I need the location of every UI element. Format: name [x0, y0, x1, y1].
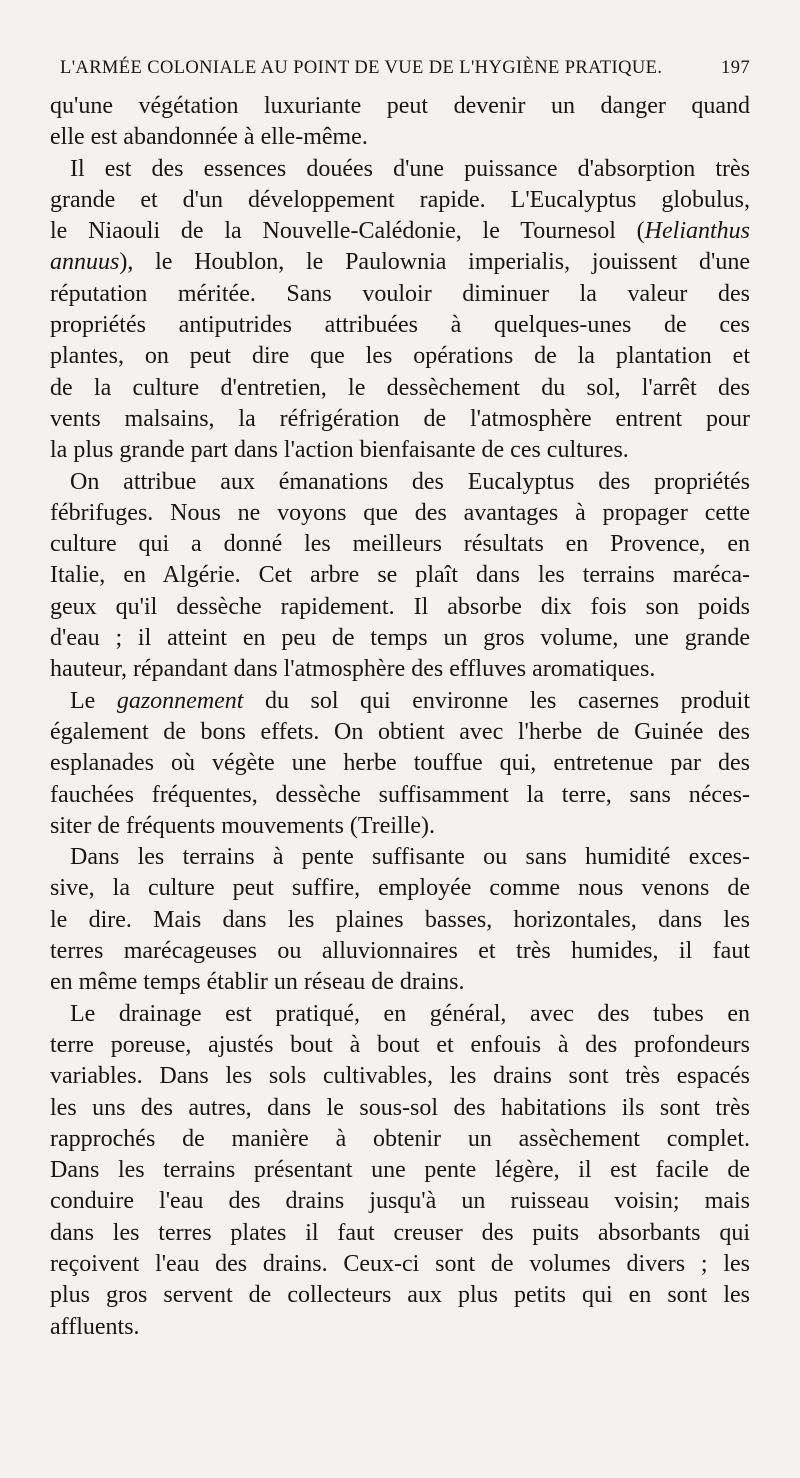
- running-title: L'ARMÉE COLONIALE AU POINT DE VUE DE L'HYGIÈNE PRATIQUE.: [60, 58, 663, 78]
- text-run: de la culture d'entretien, le dessèchement du sol, l'arrêt des: [50, 374, 750, 401]
- text-line: [50, 1280, 750, 1311]
- text-line: [50, 999, 750, 1030]
- text-line: [50, 467, 750, 498]
- text-run: siter de fréquents mouvements (Treille).: [50, 812, 436, 839]
- text-line: [50, 1249, 750, 1280]
- text-line: [50, 592, 750, 623]
- text-line: [50, 91, 750, 122]
- italic-term: Helianthus: [644, 218, 750, 245]
- text-line: [50, 560, 750, 591]
- text-run: elle est abandonnée à elle-même.: [50, 124, 368, 151]
- text-line: [50, 279, 750, 310]
- text-line: [50, 936, 750, 967]
- text-line: [50, 717, 750, 748]
- text-run: terres marécageuses ou alluvionnaires et très humides, il faut: [50, 938, 750, 965]
- text-run: en même temps établir un réseau de drains.: [50, 969, 465, 996]
- text-line: [50, 529, 750, 560]
- text-run: Le: [70, 687, 117, 714]
- text-line: [50, 154, 750, 185]
- text-line: [50, 247, 750, 278]
- text-line: [50, 811, 750, 842]
- text-line: [50, 498, 750, 529]
- text-run: grande et d'un développement rapide. L'Eucalyptus globulus,: [50, 186, 750, 213]
- text-run: Dans les terrains à pente suffisante ou sans humidité exces-: [70, 844, 750, 871]
- text-run: sive, la culture peut suffire, employée comme nous venons de: [50, 875, 750, 902]
- text-run: plus gros servent de collecteurs aux plus petits qui en sont les: [50, 1282, 750, 1309]
- text-line: [50, 404, 750, 435]
- text-run: le Niaouli de la Nouvelle-Calédonie, le Tournesol (: [50, 218, 645, 245]
- italic-term: gazonnement: [116, 687, 244, 714]
- text-run: d'eau ; il atteint en peu de temps un gros volume, une grande: [50, 625, 750, 652]
- text-line: [50, 216, 750, 247]
- text-run: reçoivent l'eau des drains. Ceux-ci sont de volumes divers ; les: [50, 1250, 750, 1277]
- text-line: [50, 435, 750, 466]
- text-line: [50, 341, 750, 372]
- text-line: [50, 1093, 750, 1124]
- text-line: [50, 1312, 750, 1343]
- text-run: Dans les terrains présentant une pente légère, il est facile de: [50, 1157, 750, 1184]
- text-run: conduire l'eau des drains jusqu'à un ruisseau voisin; mais: [50, 1188, 750, 1215]
- text-run: On attribue aux émanations des Eucalyptus des propriétés: [70, 468, 750, 495]
- text-run: terre poreuse, ajustés bout à bout et enfouis à des profondeurs: [50, 1031, 750, 1058]
- text-line: [50, 185, 750, 216]
- text-run: Il est des essences douées d'une puissance d'absorption très: [70, 155, 750, 182]
- text-line: [50, 1061, 750, 1092]
- text-run: affluents.: [50, 1313, 140, 1340]
- text-run: Italie, en Algérie. Cet arbre se plaît dans les terrains maréca-: [50, 562, 750, 589]
- text-line: [50, 1030, 750, 1061]
- text-run: réputation méritée. Sans vouloir diminuer la valeur des: [50, 280, 750, 307]
- text-run: les uns des autres, dans le sous-sol des habitations ils sont très: [50, 1094, 750, 1121]
- text-run: variables. Dans les sols cultivables, les drains sont très espacés: [50, 1063, 750, 1090]
- text-run: rapprochés de manière à obtenir un assèchement complet.: [50, 1125, 750, 1152]
- text-run: propriétés antiputrides attribuées à quelques-unes de ces: [50, 312, 750, 339]
- text-run: culture qui a donné les meilleurs résultats en Provence, en: [50, 531, 750, 558]
- text-line: [50, 748, 750, 779]
- body-text: [50, 91, 750, 1343]
- text-run: hauteur, répandant dans l'atmosphère des effluves aromatiques.: [50, 656, 656, 683]
- text-run: du sol qui environne les casernes produit: [243, 687, 750, 714]
- text-run: dans les terres plates il faut creuser des puits absorbants qui: [50, 1219, 750, 1246]
- text-line: [50, 1186, 750, 1217]
- text-line: [50, 967, 750, 998]
- text-line: [50, 654, 750, 685]
- text-line: [50, 122, 750, 153]
- text-run: la plus grande part dans l'action bienfaisante de ces cultures.: [50, 437, 629, 464]
- text-line: [50, 905, 750, 936]
- running-header: [50, 58, 750, 79]
- text-line: [50, 686, 750, 717]
- text-run: vents malsains, la réfrigération de l'atmosphère entrent pour: [50, 405, 750, 432]
- text-run: fauchées fréquentes, dessèche suffisamment la terre, sans néces-: [50, 781, 750, 808]
- text-line: [50, 1218, 750, 1249]
- text-line: [50, 373, 750, 404]
- text-run: le dire. Mais dans les plaines basses, horizontales, dans les: [50, 906, 750, 933]
- text-run: ), le Houblon, le Paulownia imperialis, jouissent d'une: [119, 249, 750, 276]
- text-run: plantes, on peut dire que les opérations de la plantation et: [50, 343, 750, 370]
- italic-term: annuus: [50, 249, 120, 276]
- text-line: [50, 1155, 750, 1186]
- text-line: [50, 310, 750, 341]
- text-run: esplanades où végète une herbe touffue qui, entretenue par des: [50, 750, 750, 777]
- text-run: fébrifuges. Nous ne voyons que des avantages à propager cette: [50, 499, 750, 526]
- text-run: qu'une végétation luxuriante peut devenir un danger quand: [50, 93, 750, 119]
- page-number: 197: [721, 58, 750, 78]
- text-run: également de bons effets. On obtient avec l'herbe de Guinée des: [50, 718, 750, 745]
- text-line: [50, 623, 750, 654]
- text-line: [50, 873, 750, 904]
- text-run: geux qu'il dessèche rapidement. Il absorbe dix fois son poids: [50, 593, 750, 620]
- text-run: Le drainage est pratiqué, en général, avec des tubes en: [70, 1000, 750, 1027]
- text-line: [50, 780, 750, 811]
- text-line: [50, 1124, 750, 1155]
- text-line: [50, 842, 750, 873]
